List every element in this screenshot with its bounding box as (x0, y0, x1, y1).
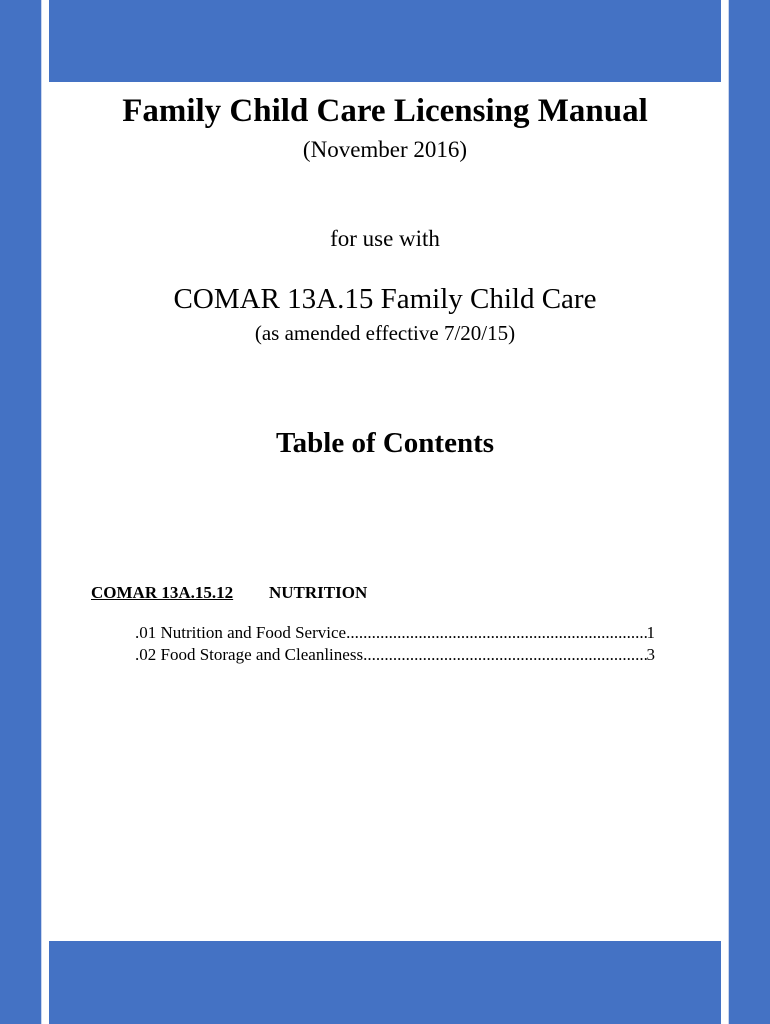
toc-section-title: NUTRITION (269, 583, 368, 602)
toc-heading: Table of Contents (275, 427, 495, 459)
toc-entry-label: .02 Food Storage and Cleanliness (135, 645, 364, 664)
amended-note: (as amended effective 7/20/15) (254, 321, 516, 345)
regulation-title: COMAR 13A.15 Family Child Care (173, 283, 597, 315)
toc-entry-label: .01 Nutrition and Food Service (135, 623, 347, 642)
manual-title: Family Child Care Licensing Manual (122, 93, 648, 129)
for-use-with-text: for use with (330, 226, 440, 251)
toc-section-code[interactable]: COMAR 13A.15.12 (91, 583, 234, 602)
footer-band (49, 941, 721, 1024)
toc-entry-page: 3 (646, 645, 655, 664)
toc-dot-leader (346, 623, 646, 643)
toc-dot-leader (363, 645, 646, 665)
manual-date: (November 2016) (302, 137, 468, 162)
toc-entry-page: 1 (646, 623, 655, 642)
toc-entry[interactable] (135, 623, 655, 643)
toc-entry[interactable] (135, 645, 655, 665)
header-band (49, 0, 721, 82)
